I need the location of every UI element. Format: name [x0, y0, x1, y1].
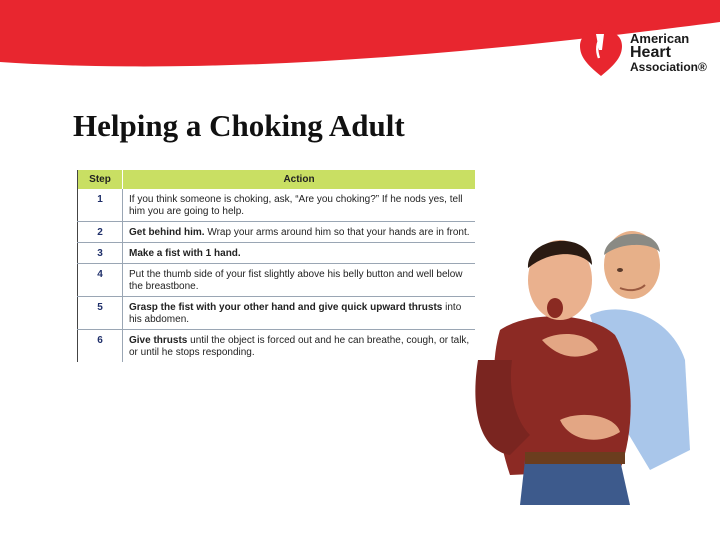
- step-action: [123, 189, 476, 222]
- logo-line-3: Association®: [630, 60, 707, 74]
- step-number: 6: [78, 330, 123, 363]
- table-header-row: [78, 170, 476, 189]
- step-action-bold: Grasp the fist with your other hand and give quick upward thrusts: [129, 302, 443, 313]
- step-action-text: into his abdomen.: [129, 302, 462, 325]
- step-number: 1: [78, 189, 123, 222]
- step-action-bold: Get behind him.: [129, 227, 205, 238]
- table-row: [78, 297, 476, 330]
- step-action: [123, 243, 476, 264]
- step-number: 2: [78, 222, 123, 243]
- step-action-bold: Make a fist with 1 hand.: [129, 248, 241, 259]
- heimlich-illustration: [470, 220, 700, 505]
- step-action: [123, 222, 476, 243]
- step-action-text: until the object is forced out and he can breathe, cough, or talk, or until he stops responding.: [129, 335, 470, 358]
- logo-line-2: Heart: [630, 44, 671, 61]
- table-row: [78, 222, 476, 243]
- slide-title: Helping a Choking Adult: [73, 108, 405, 143]
- header-step: Step: [78, 170, 123, 189]
- step-number: 3: [78, 243, 123, 264]
- step-action: [123, 330, 476, 363]
- step-number: 4: [78, 264, 123, 297]
- step-action: [123, 297, 476, 330]
- step-number: 5: [78, 297, 123, 330]
- aha-logo: [578, 22, 718, 82]
- step-action-bold: Give thrusts: [129, 335, 188, 346]
- table-row: [78, 189, 476, 222]
- logo-wordmark: [630, 32, 707, 74]
- heart-torch-icon: [578, 22, 624, 78]
- step-action-text: Wrap your arms around him so that your hands are in front.: [204, 227, 470, 238]
- step-action: [123, 264, 476, 297]
- table-row: [78, 330, 476, 363]
- step-action-text: Put the thumb side of your fist slightly above his belly button and well below the breastbone.: [129, 269, 463, 292]
- header-action: Action: [123, 170, 476, 189]
- choking-steps-table: [77, 170, 475, 362]
- logo-line-1: American: [630, 31, 690, 46]
- table-row: [78, 243, 476, 264]
- table-row: [78, 264, 476, 297]
- step-action-text: If you think someone is choking, ask, “Are you choking?” If he nods yes, tell him you are going to help.: [129, 194, 463, 217]
